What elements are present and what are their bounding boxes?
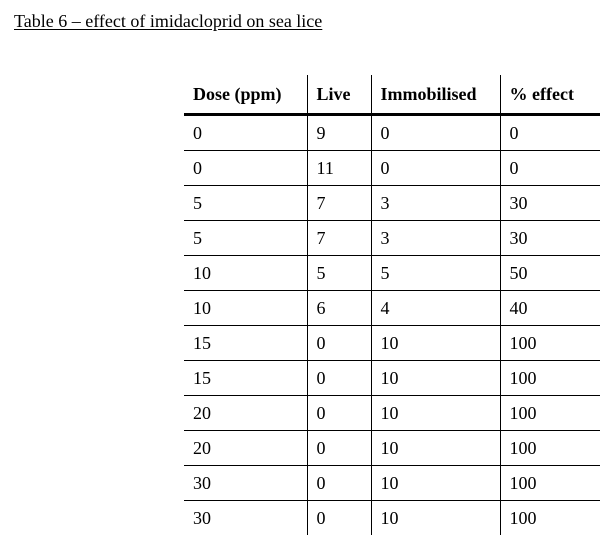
live-cell: 0 <box>307 501 371 536</box>
immobilised-cell: 10 <box>371 431 500 466</box>
table-row <box>184 221 600 256</box>
immobilised-cell: 0 <box>371 115 500 151</box>
table-row <box>184 256 600 291</box>
percent-effect-cell: 0 <box>500 151 600 186</box>
table-row <box>184 361 600 396</box>
immobilised-cell: 0 <box>371 151 500 186</box>
immobilised-cell: 4 <box>371 291 500 326</box>
table-row <box>184 151 600 186</box>
dose-cell: 0 <box>184 115 307 151</box>
dose-cell: 5 <box>184 221 307 256</box>
immobilised-cell: 5 <box>371 256 500 291</box>
percent-effect-cell: 0 <box>500 115 600 151</box>
immobilised-cell: 10 <box>371 361 500 396</box>
dose-cell: 20 <box>184 396 307 431</box>
immobilised-cell: 10 <box>371 466 500 501</box>
immobilised-cell: 10 <box>371 501 500 536</box>
dose-cell: 30 <box>184 466 307 501</box>
percent-effect-cell: 100 <box>500 326 600 361</box>
table-caption: Table 6 – effect of imidacloprid on sea lice <box>14 11 323 31</box>
immobilised-cell: 10 <box>371 396 500 431</box>
dose-cell: 5 <box>184 186 307 221</box>
percent-effect-cell: 50 <box>500 256 600 291</box>
live-cell: 0 <box>307 431 371 466</box>
percent-effect-cell: 100 <box>500 431 600 466</box>
dose-cell: 10 <box>184 256 307 291</box>
dose-cell: 0 <box>184 151 307 186</box>
immobilised-cell: 3 <box>371 186 500 221</box>
table-row <box>184 115 600 151</box>
live-cell: 0 <box>307 466 371 501</box>
percent-effect-cell: 100 <box>500 361 600 396</box>
table-row <box>184 186 600 221</box>
live-cell: 7 <box>307 221 371 256</box>
live-cell: 7 <box>307 186 371 221</box>
live-cell: 0 <box>307 326 371 361</box>
dose-cell: 15 <box>184 326 307 361</box>
table-row <box>184 431 600 466</box>
results-table <box>184 75 600 535</box>
dose-cell: 15 <box>184 361 307 396</box>
header-live: Live <box>307 75 371 115</box>
header-dose: Dose (ppm) <box>184 75 307 115</box>
table-row <box>184 501 600 536</box>
header-percent-effect: % effect <box>500 75 600 115</box>
percent-effect-cell: 100 <box>500 466 600 501</box>
dose-cell: 20 <box>184 431 307 466</box>
immobilised-cell: 10 <box>371 326 500 361</box>
percent-effect-cell: 30 <box>500 186 600 221</box>
live-cell: 11 <box>307 151 371 186</box>
live-cell: 0 <box>307 361 371 396</box>
percent-effect-cell: 100 <box>500 501 600 536</box>
header-immobilised: Immobilised <box>371 75 500 115</box>
live-cell: 0 <box>307 396 371 431</box>
percent-effect-cell: 40 <box>500 291 600 326</box>
live-cell: 5 <box>307 256 371 291</box>
table-row <box>184 466 600 501</box>
table-row <box>184 291 600 326</box>
live-cell: 6 <box>307 291 371 326</box>
dose-cell: 30 <box>193 507 211 528</box>
immobilised-cell: 3 <box>371 221 500 256</box>
table-row <box>184 326 600 361</box>
table-header-row <box>184 75 600 115</box>
percent-effect-cell: 100 <box>500 396 600 431</box>
live-cell: 9 <box>307 115 371 151</box>
table-row <box>184 396 600 431</box>
percent-effect-cell: 30 <box>500 221 600 256</box>
dose-cell: 10 <box>184 291 307 326</box>
